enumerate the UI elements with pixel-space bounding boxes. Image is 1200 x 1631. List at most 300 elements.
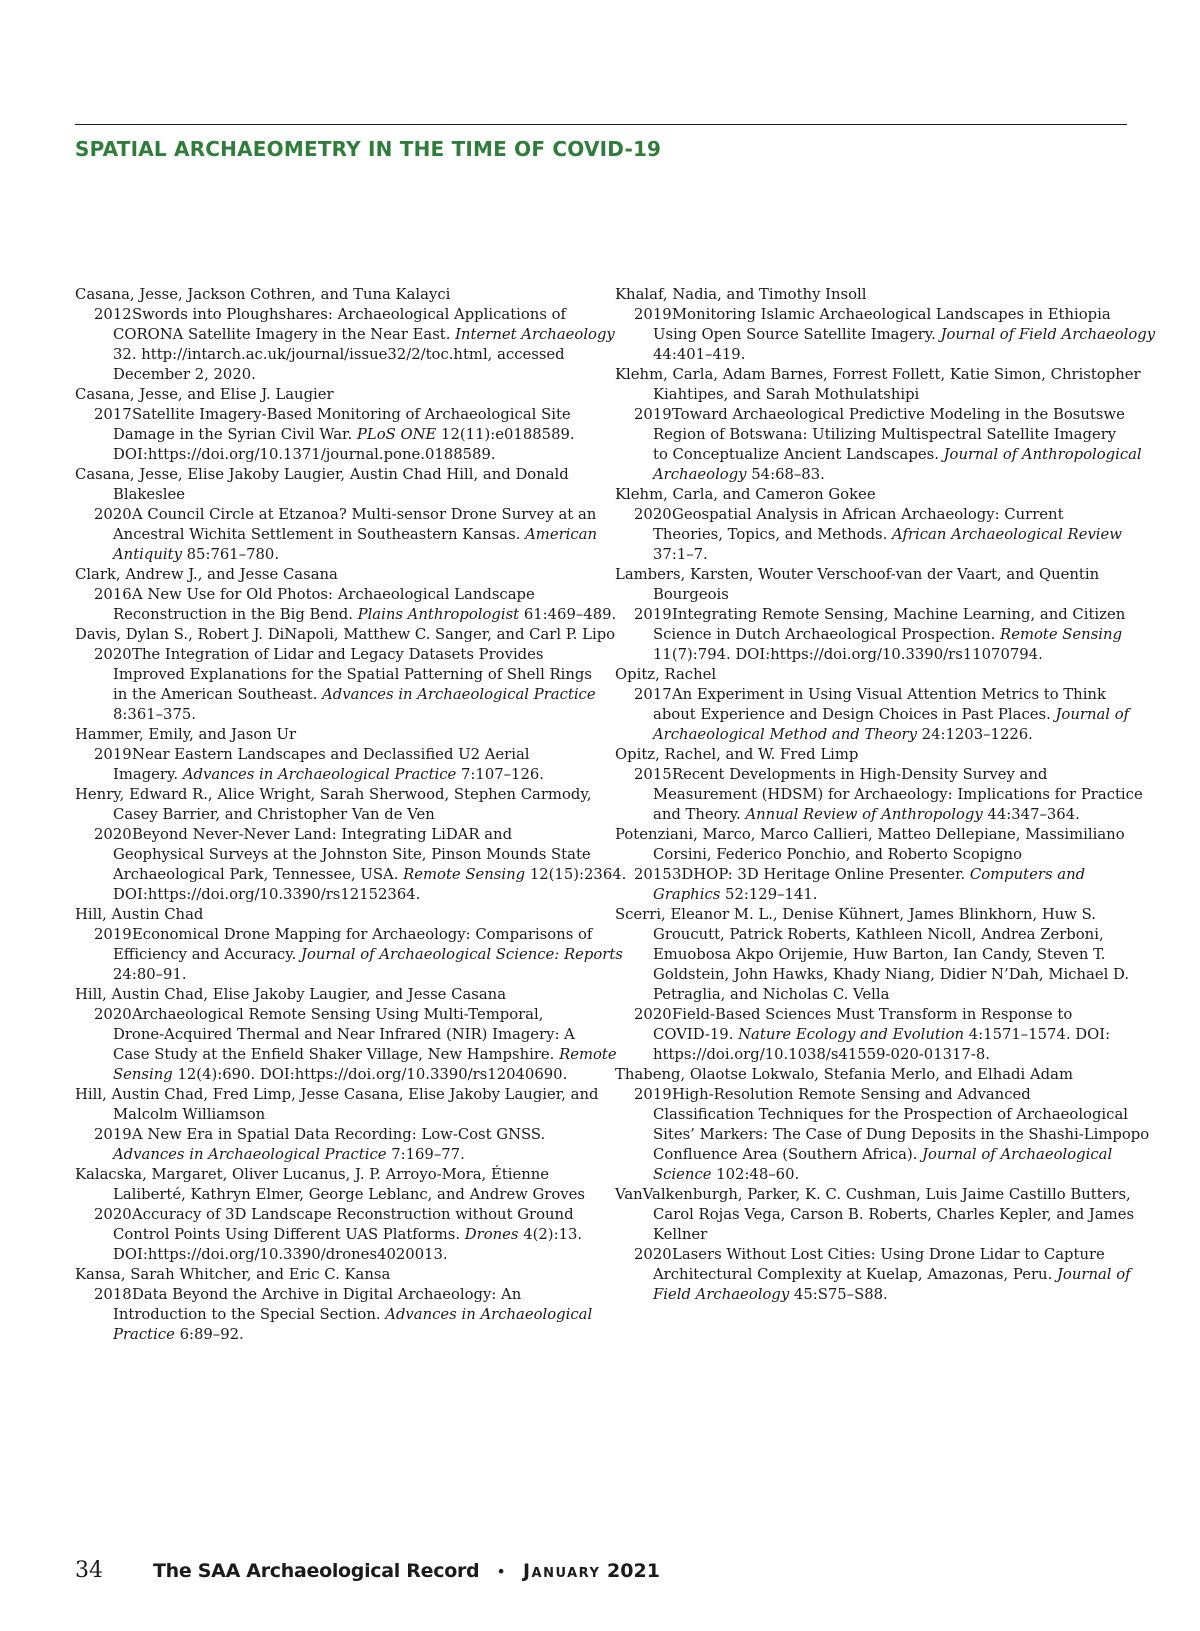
- reference-line: [653, 345, 1155, 365]
- reference-line: [113, 425, 595, 445]
- reference-authors: [75, 625, 616, 645]
- reference-text-run: 4:1571–1574. DOI:: [964, 1026, 1111, 1043]
- reference-authors: [75, 1165, 595, 1205]
- reference-line: [672, 1005, 1137, 1025]
- publication-info: [153, 1560, 660, 1582]
- reference-text-run: An Experiment in Using Visual Attention Metrics to Think: [672, 686, 1106, 703]
- reference-journal-title: Remote Sensing: [403, 866, 526, 883]
- reference-journal-title: Advances in Archaeological: [385, 1306, 593, 1323]
- reference-line: [653, 645, 1137, 665]
- author-line: Goldstein, John Hawks, Khady Niang, Didier N’Dah, Michael D.: [653, 966, 1130, 983]
- reference-text-run: Improved Explanations for the Spatial Patterning of Shell Rings: [113, 666, 592, 683]
- reference-text-run: Using Open Source Satellite Imagery.: [653, 326, 941, 343]
- reference-line: [653, 545, 1137, 565]
- author-line: Opitz, Rachel, and W. Fred Limp: [615, 746, 859, 763]
- reference-line: [113, 545, 597, 565]
- author-line: Casana, Jesse, Elise Jakoby Laugier, Austin Chad Hill, and Donald: [75, 466, 569, 483]
- reference-line: [113, 945, 623, 965]
- reference-line: [132, 305, 615, 325]
- reference-line: [113, 885, 626, 905]
- reference-authors: [75, 385, 595, 405]
- reference-journal-title: Journal of Anthropological: [943, 446, 1142, 463]
- reference-text-run: Swords into Ploughshares: Archaeological Applications of: [132, 306, 567, 323]
- reference-line: [113, 845, 626, 865]
- reference-line: [672, 505, 1137, 525]
- reference-line: [113, 765, 595, 785]
- reference-journal-title: Plains Anthropologist: [357, 606, 520, 623]
- publication-title: The SAA Archaeological Record: [153, 1560, 480, 1582]
- reference-text-run: DOI:https://doi.org/10.3390/rs12152364.: [113, 886, 421, 903]
- reference-text-run: 12(4):690. DOI:https://doi.org/10.3390/rs12040690.: [172, 1066, 568, 1083]
- reference-line: [132, 585, 616, 605]
- reference-line: [132, 825, 626, 845]
- reference-year: 2018: [94, 1286, 132, 1303]
- reference-year: 2019: [94, 746, 132, 763]
- reference-journal-title: Internet Archaeology: [455, 326, 615, 343]
- reference-journal-title: Journal of: [1055, 706, 1130, 723]
- reference-line: [113, 1325, 595, 1345]
- reference-line: [672, 865, 1137, 885]
- reference-citation: [615, 865, 1137, 905]
- reference-line: [653, 725, 1137, 745]
- bullet-separator: •: [496, 1562, 506, 1581]
- reference-line: [113, 1305, 595, 1325]
- reference-text-run: Lasers Without Lost Cities: Using Drone Lidar to Capture: [672, 1246, 1105, 1263]
- reference-citation: [615, 1085, 1150, 1185]
- reference-text-run: Toward Archaeological Predictive Modeling in the Bosutswe: [672, 406, 1125, 423]
- reference-journal-title: Computers and: [969, 866, 1086, 883]
- author-line: Casey Barrier, and Christopher Van de Ven: [113, 806, 435, 823]
- reference-year: 2019: [94, 926, 132, 943]
- reference-citation: [75, 305, 615, 385]
- reference-journal-title: Annual Review of Anthropology: [745, 806, 983, 823]
- reference-line: [653, 1045, 1137, 1065]
- author-line: Clark, Andrew J., and Jesse Casana: [75, 566, 338, 583]
- reference-journal-title: Journal of Archaeological Science: Reports: [301, 946, 623, 963]
- reference-text-run: 7:169–77.: [386, 1146, 465, 1163]
- reference-text-run: Science in Dutch Archaeological Prospection.: [653, 626, 1001, 643]
- author-line: VanValkenburgh, Parker, K. C. Cushman, Luis Jaime Castillo Butters,: [615, 1186, 1131, 1203]
- reference-line: [113, 325, 615, 345]
- reference-text-run: Satellite Imagery-Based Monitoring of Archaeological Site: [132, 406, 571, 423]
- reference-journal-title: Remote: [559, 1046, 617, 1063]
- reference-text-run: DOI:https://doi.org/10.1371/journal.pone.0188589.: [113, 446, 496, 463]
- reference-text-run: Damage in the Syrian Civil War.: [113, 426, 357, 443]
- reference-journal-title: Advances in Archaeological Practice: [182, 766, 457, 783]
- reference-year: 2020: [94, 1006, 132, 1023]
- reference-journal-title: Journal of Archaeological: [922, 1146, 1113, 1163]
- reference-text-run: Control Points Using Different UAS Platforms.: [113, 1226, 465, 1243]
- reference-text-run: Confluence Area (Southern Africa).: [653, 1146, 923, 1163]
- reference-line: [672, 305, 1155, 325]
- reference-year: 2019: [634, 1086, 672, 1103]
- reference-year: 2020: [94, 506, 132, 523]
- reference-text-run: to Conceptualize Ancient Landscapes.: [653, 446, 944, 463]
- reference-entry: [75, 725, 595, 785]
- reference-citation: [615, 685, 1137, 745]
- reference-line: [113, 605, 616, 625]
- reference-entry: [615, 825, 1137, 905]
- reference-text-run: Introduction to the Special Section.: [113, 1306, 386, 1323]
- reference-entry: [615, 565, 1137, 665]
- reference-journal-title: Nature Ecology and Evolution: [738, 1026, 965, 1043]
- reference-authors: [615, 285, 1137, 305]
- reference-line: [653, 525, 1137, 545]
- reference-text-run: and Theory.: [653, 806, 746, 823]
- reference-text-run: CORONA Satellite Imagery in the Near East.: [113, 326, 456, 343]
- reference-line: [653, 445, 1142, 465]
- author-line: Casana, Jesse, and Elise J. Laugier: [75, 386, 334, 403]
- reference-line: [653, 325, 1155, 345]
- reference-citation: [75, 405, 595, 465]
- author-line: Davis, Dylan S., Robert J. DiNapoli, Matthew C. Sanger, and Carl P. Lipo: [75, 626, 616, 643]
- reference-year: 2017: [634, 686, 672, 703]
- reference-text-run: A Council Circle at Etzanoa? Multi-sensor Drone Survey at an: [132, 506, 597, 523]
- reference-text-run: Measurement (HDSM) for Archaeology: Implications for Practice: [653, 786, 1143, 803]
- author-line: Kalacska, Margaret, Oliver Lucanus, J. P. Arroyo-Mora, Étienne: [75, 1166, 550, 1183]
- reference-entry: [615, 485, 1137, 565]
- reference-line: [113, 665, 596, 685]
- reference-citation: [75, 505, 598, 565]
- issue-year: 2021: [607, 1560, 660, 1582]
- author-line: Lambers, Karsten, Wouter Verschoof-van der Vaart, and Quentin: [615, 566, 1100, 583]
- author-line: Emuobosa Akpo Orijemie, Huw Barton, Ian Candy, Steven T.: [653, 946, 1106, 963]
- reference-line: [113, 1065, 617, 1085]
- reference-text-run: 102:48–60.: [711, 1166, 800, 1183]
- reference-year: 2020: [94, 646, 132, 663]
- author-line: Potenziani, Marco, Marco Callieri, Matteo Dellepiane, Massimiliano: [615, 826, 1125, 843]
- issue-date: [523, 1560, 660, 1582]
- reference-text-run: Monitoring Islamic Archaeological Landscapes in Ethiopia: [672, 306, 1111, 323]
- reference-text-run: Archaeological Park, Tennessee, USA.: [113, 866, 404, 883]
- reference-line: [113, 1145, 595, 1165]
- reference-journal-title: Archaeology: [653, 466, 747, 483]
- reference-citation: [75, 1285, 595, 1345]
- reference-citation: [615, 765, 1143, 825]
- reference-authors: [75, 1265, 595, 1285]
- reference-line: [672, 605, 1137, 625]
- author-line: Blakeslee: [113, 486, 185, 503]
- reference-line: [132, 925, 623, 945]
- reference-journal-title: African Archaeological Review: [892, 526, 1122, 543]
- reference-line: [113, 685, 596, 705]
- reference-authors: [75, 725, 595, 745]
- reference-year: 2020: [634, 1006, 672, 1023]
- reference-journal-title: Antiquity: [113, 546, 182, 563]
- author-line: Klehm, Carla, and Cameron Gokee: [615, 486, 876, 503]
- reference-journal-title: Advances in Archaeological Practice: [113, 1146, 387, 1163]
- reference-line: [653, 1125, 1149, 1145]
- reference-journal-title: Archaeological Method and Theory: [653, 726, 917, 743]
- reference-citation: [615, 305, 1156, 365]
- reference-year: 2019: [94, 1126, 132, 1143]
- reference-text-run: 61:469–489.: [519, 606, 617, 623]
- reference-line: [653, 705, 1137, 725]
- reference-journal-title: Remote Sensing: [1000, 626, 1123, 643]
- reference-line: [132, 1285, 595, 1305]
- author-line: Opitz, Rachel: [615, 666, 717, 683]
- author-line: Hill, Austin Chad, Elise Jakoby Laugier, and Jesse Casana: [75, 986, 507, 1003]
- reference-journal-title: Graphics: [653, 886, 721, 903]
- reference-line: [653, 1145, 1149, 1165]
- reference-text-run: about Experience and Design Choices in Past Places.: [653, 706, 1056, 723]
- reference-text-run: Theories, Topics, and Methods.: [653, 526, 893, 543]
- reference-journal-title: Field Archaeology: [653, 1286, 790, 1303]
- reference-entry: [75, 985, 617, 1085]
- reference-line: [653, 1285, 1137, 1305]
- reference-text-run: Geophysical Surveys at the Johnston Site, Pinson Mounds State: [113, 846, 591, 863]
- reference-year: 2017: [94, 406, 132, 423]
- reference-line: [653, 1105, 1149, 1125]
- reference-entry: [75, 465, 598, 565]
- author-line: Khalaf, Nadia, and Timothy Insoll: [615, 286, 867, 303]
- reference-year: 2012: [94, 306, 132, 323]
- reference-authors: [615, 665, 1137, 685]
- reference-text-run: High-Resolution Remote Sensing and Advanced: [672, 1086, 1031, 1103]
- reference-citation: [75, 925, 623, 985]
- author-line: Henry, Edward R., Alice Wright, Sarah Sherwood, Stephen Carmody,: [75, 786, 592, 803]
- reference-authors: [75, 565, 595, 585]
- author-line: Hill, Austin Chad: [75, 906, 204, 923]
- reference-year: 2019: [634, 306, 672, 323]
- reference-citation: [615, 405, 1142, 485]
- reference-authors: [75, 785, 595, 825]
- reference-entry: [615, 1065, 1150, 1185]
- reference-journal-title: Sensing: [113, 1066, 173, 1083]
- reference-entry: [75, 385, 595, 465]
- reference-authors: [615, 565, 1137, 605]
- reference-journal-title: American: [525, 526, 598, 543]
- reference-line: [132, 1205, 595, 1225]
- reference-authors: [615, 365, 1141, 405]
- reference-line: [653, 465, 1142, 485]
- author-line: Groucutt, Patrick Roberts, Kathleen Nicoll, Andrea Zerboni,: [653, 926, 1104, 943]
- author-line: Carol Rojas Vega, Carson B. Roberts, Charles Kepler, and James: [653, 1206, 1135, 1223]
- reference-authors: [75, 465, 595, 505]
- reference-citation: [75, 1125, 595, 1165]
- reference-authors: [615, 825, 1137, 865]
- reference-year: 2015: [634, 766, 672, 783]
- reference-text-run: Field-Based Sciences Must Transform in Response to: [672, 1006, 1073, 1023]
- reference-year: 2020: [634, 506, 672, 523]
- reference-text-run: 52:129–141.: [720, 886, 818, 903]
- author-line: Laliberté, Kathryn Elmer, George Leblanc, and Andrew Groves: [113, 1186, 585, 1203]
- author-line: Thabeng, Olaotse Lokwalo, Stefania Merlo, and Elhadi Adam: [615, 1066, 1073, 1083]
- reference-line: [113, 1245, 595, 1265]
- reference-text-run: Classification Techniques for the Prospection of Archaeological: [653, 1106, 1129, 1123]
- reference-line: [653, 1165, 1149, 1185]
- author-line: Hammer, Emily, and Jason Ur: [75, 726, 297, 743]
- reference-text-run: 12(15):2364.: [525, 866, 627, 883]
- reference-text-run: Economical Drone Mapping for Archaeology: Comparisons of: [132, 926, 593, 943]
- reference-citation: [75, 1005, 617, 1085]
- reference-text-run: 24:1203–1226.: [916, 726, 1033, 743]
- reference-journal-title: Advances in Archaeological Practice: [322, 686, 596, 703]
- reference-journal-title: PLoS ONE: [356, 426, 437, 443]
- reference-citation: [75, 645, 595, 725]
- reference-authors: [615, 1065, 1137, 1085]
- reference-line: [113, 965, 623, 985]
- author-line: Bourgeois: [653, 586, 729, 603]
- reference-text-run: 7:107–126.: [456, 766, 545, 783]
- reference-text-run: DOI:https://doi.org/10.3390/drones4020013.: [113, 1246, 448, 1263]
- references-right-column: [615, 285, 1156, 1305]
- reference-entry: [615, 285, 1156, 365]
- reference-line: [132, 505, 597, 525]
- author-line: Casana, Jesse, Jackson Cothren, and Tuna Kalayci: [75, 286, 451, 303]
- reference-line: [672, 1085, 1149, 1105]
- reference-entry: [75, 1265, 595, 1345]
- reference-text-run: 54:68–83.: [746, 466, 825, 483]
- reference-entry: [75, 905, 623, 985]
- reference-citation: [75, 825, 627, 905]
- reference-text-run: 32. http://intarch.ac.uk/journal/issue32/2/toc.html, accessed: [113, 346, 565, 363]
- author-line: Kellner: [653, 1226, 708, 1243]
- reference-citation: [75, 1205, 595, 1265]
- reference-text-run: https://doi.org/10.1038/s41559-020-01317-8.: [653, 1046, 990, 1063]
- reference-line: [113, 1025, 617, 1045]
- reference-line: [113, 365, 615, 385]
- reference-entry: [75, 785, 627, 905]
- reference-line: [672, 1245, 1137, 1265]
- page-number: 34: [75, 1558, 103, 1583]
- reference-text-run: Case Study at the Enfield Shaker Village, New Hampshire.: [113, 1046, 560, 1063]
- reference-text-run: Architectural Complexity at Kuelap, Amazonas, Peru.: [653, 1266, 1057, 1283]
- reference-entry: [75, 285, 615, 385]
- reference-journal-title: Science: [653, 1166, 712, 1183]
- reference-text-run: Accuracy of 3D Landscape Reconstruction without Ground: [132, 1206, 574, 1223]
- reference-line: [132, 1125, 595, 1145]
- reference-entry: [75, 1085, 599, 1165]
- reference-text-run: Imagery.: [113, 766, 183, 783]
- page-footer: [75, 1558, 660, 1583]
- author-line: Kiahtipes, and Sarah Mothulatshipi: [653, 386, 920, 403]
- reference-text-run: 8:361–375.: [113, 706, 196, 723]
- author-line: Klehm, Carla, Adam Barnes, Forrest Follett, Katie Simon, Christopher: [615, 366, 1141, 383]
- reference-journal-title: Journal of Field Archaeology: [940, 326, 1156, 343]
- reference-line: [132, 1005, 617, 1025]
- reference-year: 2020: [94, 826, 132, 843]
- reference-citation: [615, 605, 1137, 665]
- reference-entry: [75, 1165, 595, 1265]
- reference-text-run: 44:401–419.: [653, 346, 746, 363]
- reference-citation: [75, 745, 595, 785]
- reference-text-run: Beyond Never-Never Land: Integrating LiDAR and: [132, 826, 513, 843]
- reference-line: [672, 405, 1142, 425]
- reference-citation: [75, 585, 617, 625]
- reference-text-run: A New Era in Spatial Data Recording: Low-Cost GNSS.: [132, 1126, 546, 1143]
- reference-authors: [615, 745, 1137, 765]
- reference-text-run: Reconstruction in the Big Bend.: [113, 606, 358, 623]
- reference-line: [653, 805, 1143, 825]
- reference-line: [672, 765, 1143, 785]
- reference-text-run: Data Beyond the Archive in Digital Archaeology: An: [132, 1286, 522, 1303]
- reference-text-run: A New Use for Old Photos: Archaeological Landscape: [132, 586, 535, 603]
- reference-text-run: Near Eastern Landscapes and Declassified U2 Aerial: [132, 746, 530, 763]
- reference-citation: [615, 1245, 1137, 1305]
- reference-text-run: Archaeological Remote Sensing Using Multi-Temporal,: [132, 1006, 544, 1023]
- reference-line: [672, 685, 1137, 705]
- reference-year: 2019: [634, 406, 672, 423]
- header-rule: [75, 124, 1127, 125]
- reference-entry: [615, 905, 1137, 1065]
- reference-line: [113, 525, 597, 545]
- reference-year: 2020: [634, 1246, 672, 1263]
- reference-text-run: 44:347–364.: [982, 806, 1080, 823]
- reference-entry: [615, 745, 1143, 825]
- reference-year: 2020: [94, 1206, 132, 1223]
- reference-line: [113, 865, 626, 885]
- reference-authors: [615, 485, 1137, 505]
- reference-text-run: 45:S75–S88.: [789, 1286, 888, 1303]
- reference-authors: [75, 905, 595, 925]
- reference-line: [132, 405, 595, 425]
- reference-journal-title: Journal of: [1057, 1266, 1131, 1283]
- reference-text-run: 3DHOP: 3D Heritage Online Presenter.: [672, 866, 970, 883]
- reference-text-run: Sites’ Markers: The Case of Dung Deposits in the Shashi-Limpopo: [653, 1126, 1150, 1143]
- reference-text-run: 11(7):794. DOI:https://doi.org/10.3390/rs11070794.: [653, 646, 1043, 663]
- reference-text-run: Recent Developments in High-Density Survey and: [672, 766, 1048, 783]
- reference-line: [113, 1225, 595, 1245]
- reference-text-run: Efficiency and Accuracy.: [113, 946, 302, 963]
- author-line: Hill, Austin Chad, Fred Limp, Jesse Casana, Elise Jakoby Laugier, and: [75, 1086, 599, 1103]
- author-line: Kansa, Sarah Whitcher, and Eric C. Kansa: [75, 1266, 391, 1283]
- issue-month: January: [522, 1560, 601, 1582]
- author-line: Corsini, Federico Ponchio, and Roberto Scopigno: [653, 846, 1022, 863]
- author-line: Petraglia, and Nicholas C. Vella: [653, 986, 890, 1003]
- reference-text-run: 4(2):13.: [518, 1226, 583, 1243]
- reference-line: [653, 885, 1137, 905]
- reference-year: 2015: [634, 866, 672, 883]
- reference-line: [653, 425, 1142, 445]
- reference-line: [113, 445, 595, 465]
- author-line: Scerri, Eleanor M. L., Denise Kühnert, James Blinkhorn, Huw S.: [615, 906, 1096, 923]
- reference-line: [113, 345, 615, 365]
- reference-journal-title: Drones: [464, 1226, 519, 1243]
- reference-line: [113, 705, 596, 725]
- reference-text-run: 85:761–780.: [181, 546, 280, 563]
- reference-authors: [615, 1185, 1137, 1245]
- reference-text-run: 6:89–92.: [174, 1326, 244, 1343]
- references-left-column: [75, 285, 627, 1345]
- reference-text-run: Region of Botswana: Utilizing Multispectral Satellite Imagery: [653, 426, 1117, 443]
- reference-text-run: December 2, 2020.: [113, 366, 256, 383]
- reference-text-run: Drone-Acquired Thermal and Near Infrared (NIR) Imagery: A: [113, 1026, 575, 1043]
- section-title: SPATIAL ARCHAEOMETRY IN THE TIME OF COVID-19: [75, 137, 662, 161]
- reference-citation: [615, 1005, 1137, 1065]
- reference-text-run: 24:80–91.: [113, 966, 187, 983]
- reference-text-run: COVID-19.: [653, 1026, 739, 1043]
- reference-line: [132, 745, 595, 765]
- reference-text-run: 37:1–7.: [653, 546, 708, 563]
- reference-text-run: Integrating Remote Sensing, Machine Learning, and Citizen: [672, 606, 1126, 623]
- reference-text-run: Geospatial Analysis in African Archaeology: Current: [672, 506, 1064, 523]
- reference-line: [132, 645, 596, 665]
- reference-text-run: 12(11):e0188589.: [436, 426, 575, 443]
- reference-entry: [615, 665, 1137, 745]
- author-line: Malcolm Williamson: [113, 1106, 266, 1123]
- reference-journal-title: Practice: [113, 1326, 175, 1343]
- reference-entry: [75, 565, 617, 625]
- reference-authors: [75, 285, 595, 305]
- reference-line: [653, 785, 1143, 805]
- reference-year: 2019: [634, 606, 672, 623]
- reference-year: 2016: [94, 586, 132, 603]
- reference-text-run: Ancestral Wichita Settlement in Southeastern Kansas.: [113, 526, 526, 543]
- reference-entry: [615, 365, 1142, 485]
- reference-citation: [615, 505, 1137, 565]
- reference-entry: [75, 625, 616, 725]
